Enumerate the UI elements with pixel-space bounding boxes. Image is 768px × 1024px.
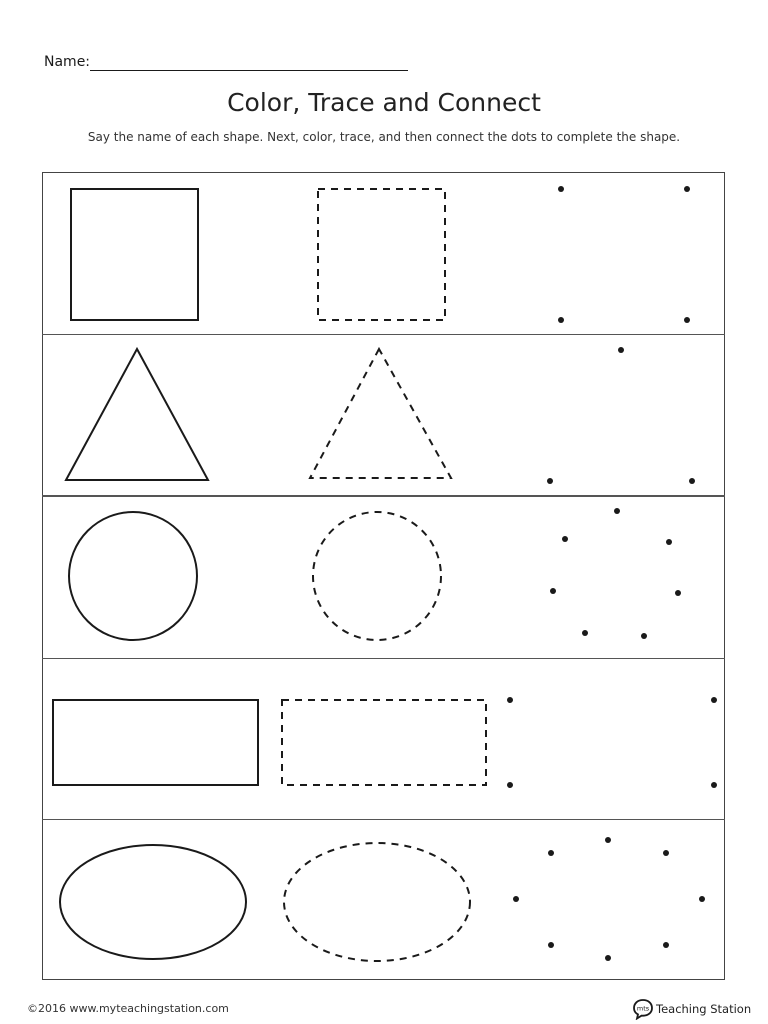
- square-dot[interactable]: [684, 186, 690, 192]
- oval-dot[interactable]: [663, 850, 669, 856]
- rectangle-dot[interactable]: [507, 697, 513, 703]
- oval-dot[interactable]: [663, 942, 669, 948]
- oval-dot[interactable]: [699, 896, 705, 902]
- rectangle-dot[interactable]: [711, 697, 717, 703]
- oval-dot[interactable]: [605, 837, 611, 843]
- square-dot[interactable]: [684, 317, 690, 323]
- circle-dot[interactable]: [641, 633, 647, 639]
- brand-name: Teaching Station: [656, 1002, 752, 1016]
- circle-solid[interactable]: [69, 512, 197, 640]
- circle-dot[interactable]: [614, 508, 620, 514]
- copyright-text: ©2016 www.myteachingstation.com: [27, 1002, 229, 1015]
- circle-dashed[interactable]: [313, 512, 441, 640]
- rectangle-dot[interactable]: [711, 782, 717, 788]
- oval-dot[interactable]: [513, 896, 519, 902]
- oval-dot[interactable]: [548, 942, 554, 948]
- rectangle-dashed[interactable]: [282, 700, 486, 785]
- name-label: Name:: [44, 54, 91, 70]
- oval-dashed[interactable]: [284, 843, 470, 961]
- oval-dot[interactable]: [605, 955, 611, 961]
- circle-dot[interactable]: [562, 536, 568, 542]
- triangle-dashed[interactable]: [310, 349, 451, 478]
- page-title: Color, Trace and Connect: [227, 88, 541, 117]
- circle-dot[interactable]: [582, 630, 588, 636]
- triangle-dot[interactable]: [689, 478, 695, 484]
- circle-dot[interactable]: [666, 539, 672, 545]
- circle-dot[interactable]: [675, 590, 681, 596]
- svg-text:mts: mts: [636, 1004, 650, 1013]
- rectangle-solid[interactable]: [53, 700, 258, 785]
- square-dot[interactable]: [558, 186, 564, 192]
- square-dot[interactable]: [558, 317, 564, 323]
- oval-solid[interactable]: [60, 845, 246, 959]
- oval-dot[interactable]: [548, 850, 554, 856]
- triangle-solid[interactable]: [66, 349, 208, 480]
- triangle-dot[interactable]: [618, 347, 624, 353]
- rectangle-dot[interactable]: [507, 782, 513, 788]
- speech-bubble-mts-icon: [632, 998, 654, 1020]
- square-dashed[interactable]: [318, 189, 445, 320]
- triangle-dot[interactable]: [547, 478, 553, 484]
- circle-dot[interactable]: [550, 588, 556, 594]
- square-solid[interactable]: [71, 189, 198, 320]
- instructions: Say the name of each shape. Next, color, trace, and then connect the dots to complete the shape.: [87, 130, 681, 144]
